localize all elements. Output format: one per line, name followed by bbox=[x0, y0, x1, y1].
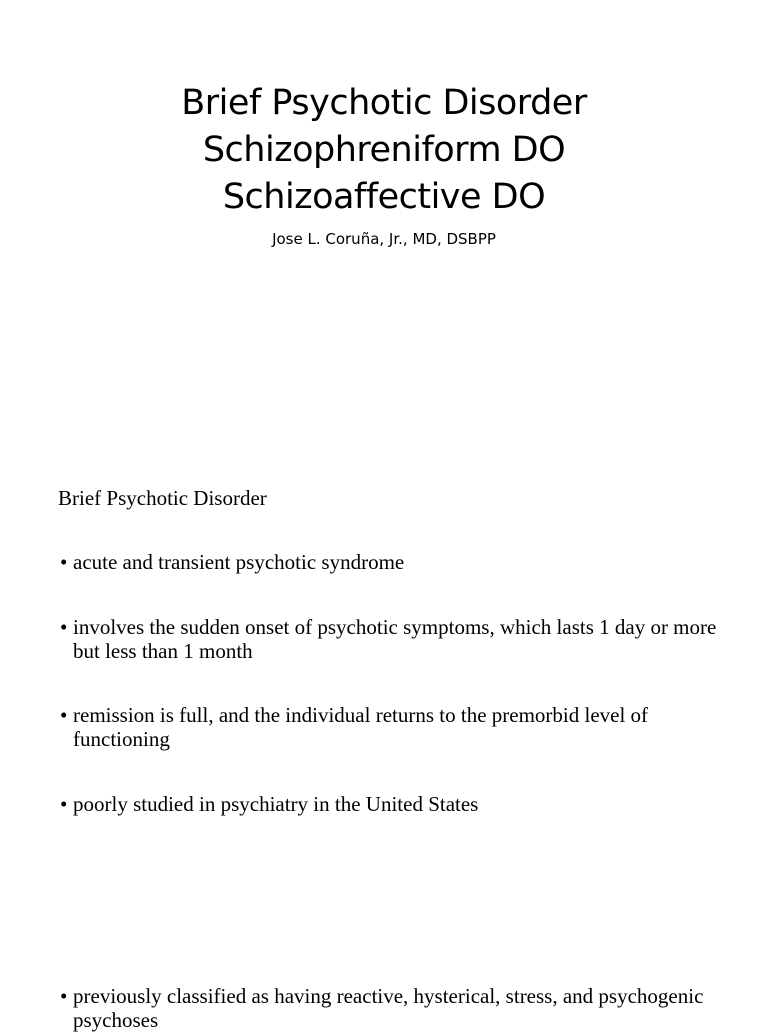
title-line-3: Schizoaffective DO bbox=[222, 177, 546, 217]
bullet-dot-icon: • bbox=[60, 550, 68, 574]
bullet-item bbox=[60, 550, 720, 574]
slide-title bbox=[0, 80, 768, 221]
bullet-dot-icon: • bbox=[60, 703, 68, 727]
bullet-item bbox=[60, 615, 720, 663]
bullet-item bbox=[60, 984, 720, 1032]
bullet-dot-icon: • bbox=[60, 792, 68, 816]
title-line-2: Schizophreniform DO bbox=[202, 130, 566, 170]
title-line-1: Brief Psychotic Disorder bbox=[181, 83, 587, 123]
bullet-text: poorly studied in psychiatry in the United States bbox=[73, 792, 479, 816]
bullet-text: previously classified as having reactive, hysterical, stress, and psychogenic psychoses bbox=[73, 984, 704, 1032]
bullet-item bbox=[60, 703, 720, 751]
bullet-dot-icon: • bbox=[60, 984, 68, 1008]
bullet-text: remission is full, and the individual returns to the premorbid level of functioning bbox=[73, 703, 649, 751]
author-byline: Jose L. Coruña, Jr., MD, DSBPP bbox=[272, 230, 496, 248]
bullet-text: acute and transient psychotic syndrome bbox=[73, 550, 405, 574]
bullet-item bbox=[60, 792, 720, 816]
bullet-dot-icon: • bbox=[60, 615, 68, 639]
section-heading: Brief Psychotic Disorder bbox=[58, 486, 267, 510]
bullet-text: involves the sudden onset of psychotic symptoms, which lasts 1 day or more but less than 1 month bbox=[73, 615, 717, 663]
